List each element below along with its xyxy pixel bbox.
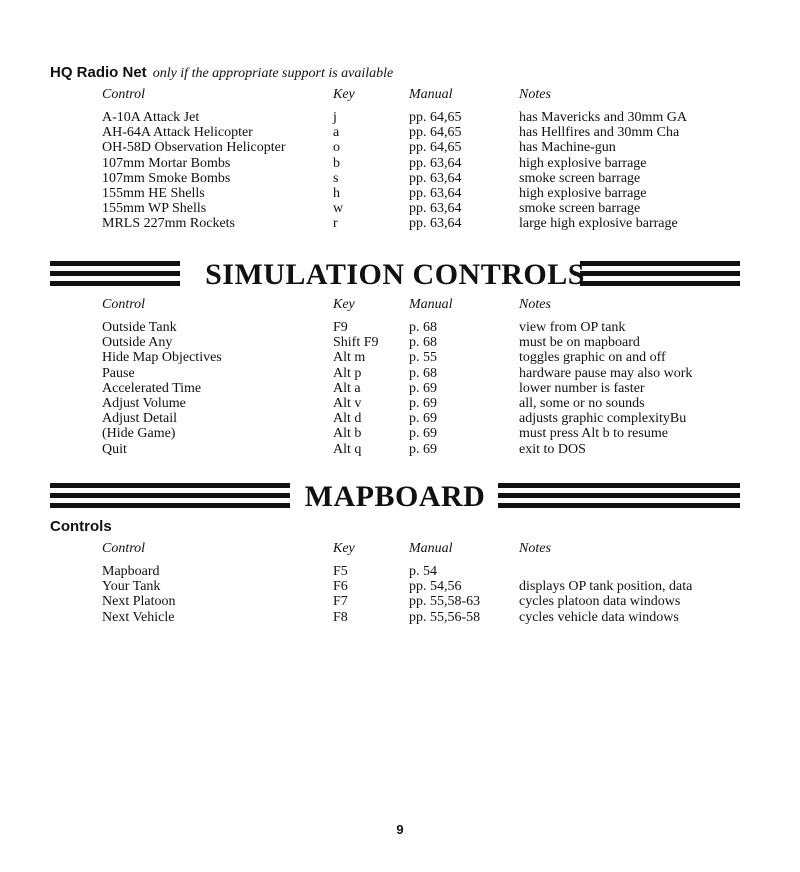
- hq-title: HQ Radio Net: [50, 64, 147, 81]
- cell-manual: p. 69: [409, 380, 437, 396]
- cell-manual: p. 68: [409, 365, 437, 381]
- cell-notes: smoke screen barrage: [519, 201, 641, 217]
- cell-control: Pause: [102, 365, 135, 381]
- table-row: [102, 335, 800, 350]
- cell-manual: p. 69: [409, 411, 437, 427]
- cell-control: A-10A Attack Jet: [102, 110, 200, 125]
- table-row: [102, 564, 800, 579]
- cell-notes: lower number is faster: [519, 380, 645, 396]
- table-row: [102, 201, 800, 216]
- cell-key: F8: [333, 609, 348, 625]
- header-key: Key: [333, 297, 355, 312]
- cell-control: OH-58D Observation Helicopter: [102, 140, 286, 156]
- cell-key: Alt v: [333, 395, 362, 411]
- table-row: [102, 396, 800, 411]
- header-control: Control: [102, 297, 146, 312]
- cell-notes: smoke screen barrage: [519, 170, 641, 186]
- table-row: [102, 442, 800, 457]
- header-control: Control: [102, 541, 146, 556]
- hq-radio-net-heading: [50, 64, 393, 82]
- cell-key: Alt m: [333, 350, 366, 366]
- table-row: [102, 411, 800, 426]
- cell-control: Quit: [102, 441, 127, 457]
- cell-key: F7: [333, 594, 348, 610]
- header-control: Control: [102, 87, 146, 102]
- table-header: [102, 540, 800, 558]
- cell-manual: pp. 63,64: [409, 201, 462, 217]
- cell-key: w: [333, 201, 344, 217]
- cell-notes: large high explosive barrage: [519, 216, 678, 232]
- cell-control: 107mm Smoke Bombs: [102, 170, 231, 186]
- table-row: [102, 110, 800, 125]
- cell-notes: toggles graphic on and off: [519, 350, 666, 366]
- table-row: [102, 186, 800, 201]
- cell-control: AH-64A Attack Helicopter: [102, 125, 253, 141]
- cell-key: Alt q: [333, 441, 362, 457]
- section-title: SIMULATION CONTROLS: [205, 258, 585, 291]
- cell-notes: has Hellfires and 30mm Cha: [519, 125, 680, 141]
- cell-notes: has Machine-gun: [519, 140, 616, 156]
- cell-notes: exit to DOS: [519, 441, 586, 457]
- page-number: 9: [396, 822, 404, 837]
- cell-manual: pp. 63,64: [409, 185, 462, 201]
- table-row: [102, 320, 800, 335]
- cell-key: F5: [333, 564, 348, 579]
- cell-key: j: [333, 110, 337, 125]
- cell-control: 107mm Mortar Bombs: [102, 155, 231, 171]
- table-row: [102, 171, 800, 186]
- cell-notes: must be on mapboard: [519, 335, 640, 351]
- table-row: [102, 610, 800, 625]
- cell-control: Outside Any: [102, 335, 173, 351]
- cell-manual: p. 69: [409, 441, 437, 457]
- cell-control: Your Tank: [102, 579, 161, 595]
- cell-key: Alt p: [333, 365, 362, 381]
- cell-manual: p. 55: [409, 350, 437, 366]
- cell-key: s: [333, 170, 339, 186]
- table-header: [102, 86, 800, 104]
- simulation-controls-banner: [50, 258, 740, 298]
- table-row: [102, 125, 800, 140]
- table-row: [102, 156, 800, 171]
- cell-manual: pp. 63,64: [409, 155, 462, 171]
- cell-notes: has Mavericks and 30mm GA: [519, 110, 687, 125]
- cell-control: Mapboard: [102, 564, 160, 579]
- cell-manual: pp. 64,65: [409, 110, 462, 125]
- cell-notes: adjusts graphic complexityBu: [519, 411, 687, 427]
- cell-control: Adjust Detail: [102, 411, 178, 427]
- table-header: [102, 296, 800, 314]
- cell-key: F9: [333, 320, 348, 335]
- cell-control: Next Vehicle: [102, 609, 175, 625]
- cell-control: Hide Map Objectives: [102, 350, 222, 366]
- cell-control: Outside Tank: [102, 320, 177, 335]
- cell-notes: cycles vehicle data windows: [519, 609, 679, 625]
- header-notes: Notes: [519, 297, 551, 312]
- cell-notes: high explosive barrage: [519, 155, 647, 171]
- header-manual: Manual: [409, 541, 453, 556]
- section-title: MAPBOARD: [304, 480, 486, 513]
- table-row: [102, 594, 800, 609]
- table-row: [102, 350, 800, 365]
- cell-control: Accelerated Time: [102, 380, 202, 396]
- cell-control: 155mm WP Shells: [102, 201, 207, 217]
- header-key: Key: [333, 541, 355, 556]
- cell-control: Adjust Volume: [102, 395, 186, 411]
- header-manual: Manual: [409, 87, 453, 102]
- cell-key: h: [333, 185, 340, 201]
- cell-notes: all, some or no sounds: [519, 395, 645, 411]
- cell-manual: pp. 55,56-58: [409, 609, 481, 625]
- cell-manual: pp. 63,64: [409, 216, 462, 232]
- header-manual: Manual: [409, 297, 453, 312]
- table-row: [102, 426, 800, 441]
- cell-notes: displays OP tank position, data: [519, 579, 693, 595]
- cell-manual: p. 68: [409, 320, 437, 335]
- cell-manual: p. 54: [409, 564, 437, 579]
- cell-notes: hardware pause may also work: [519, 365, 693, 381]
- simulation-controls-table: [102, 296, 800, 457]
- mapboard-banner: [50, 480, 740, 520]
- cell-manual: pp. 64,65: [409, 125, 462, 141]
- cell-control: Next Platoon: [102, 594, 176, 610]
- table-row: [102, 366, 800, 381]
- cell-key: Alt b: [333, 426, 362, 442]
- table-row: [102, 579, 800, 594]
- cell-manual: pp. 55,58-63: [409, 594, 481, 610]
- cell-key: b: [333, 155, 340, 171]
- header-notes: Notes: [519, 87, 551, 102]
- cell-manual: pp. 54,56: [409, 579, 462, 595]
- header-key: Key: [333, 87, 355, 102]
- cell-notes: view from OP tank: [519, 320, 626, 335]
- cell-control: (Hide Game): [102, 426, 176, 442]
- cell-control: 155mm HE Shells: [102, 185, 205, 201]
- cell-manual: p. 69: [409, 426, 437, 442]
- header-notes: Notes: [519, 541, 551, 556]
- cell-manual: p. 69: [409, 395, 437, 411]
- cell-notes: must press Alt b to resume: [519, 426, 668, 442]
- cell-key: r: [333, 216, 338, 232]
- cell-key: F6: [333, 579, 348, 595]
- cell-key: a: [333, 125, 340, 141]
- table-row: [102, 140, 800, 155]
- cell-key: o: [333, 140, 340, 156]
- table-row: [102, 216, 800, 231]
- cell-manual: pp. 64,65: [409, 140, 462, 156]
- controls-heading: Controls: [50, 518, 112, 535]
- mapboard-controls-table: [102, 540, 800, 625]
- cell-control: MRLS 227mm Rockets: [102, 216, 236, 232]
- cell-manual: p. 68: [409, 335, 437, 351]
- cell-key: Alt d: [333, 411, 362, 427]
- table-row: [102, 381, 800, 396]
- cell-notes: cycles platoon data windows: [519, 594, 681, 610]
- hq-subtitle: only if the appropriate support is available: [152, 66, 394, 81]
- hq-radio-table: [102, 86, 800, 232]
- cell-notes: high explosive barrage: [519, 185, 647, 201]
- cell-key: Alt a: [333, 380, 361, 396]
- cell-key: Shift F9: [333, 335, 379, 351]
- cell-manual: pp. 63,64: [409, 170, 462, 186]
